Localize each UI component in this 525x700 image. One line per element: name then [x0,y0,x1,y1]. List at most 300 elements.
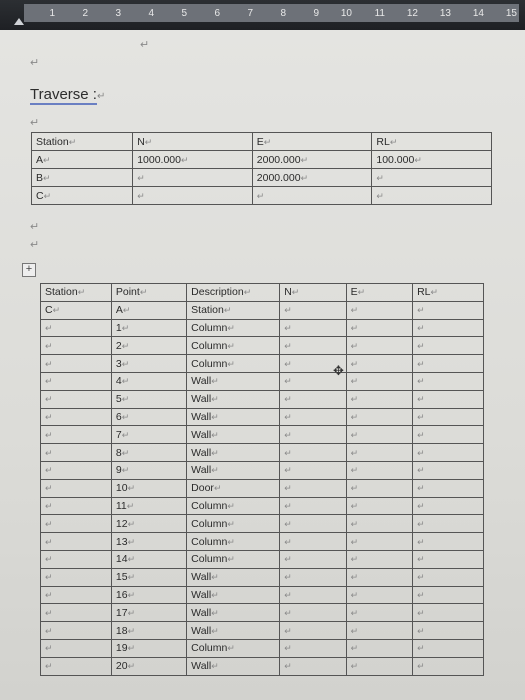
table-cell[interactable] [346,426,412,444]
table-cell[interactable] [346,337,412,355]
cell-end-mark: ↵ [350,322,359,333]
header-cell[interactable] [32,133,133,151]
table-cell-text: 16 [115,588,128,601]
table-cell[interactable] [280,639,346,657]
table-row [41,497,484,515]
table-cell[interactable] [280,622,346,640]
table-cell[interactable] [187,390,280,408]
table-cell[interactable] [280,604,346,622]
table-cell[interactable] [41,319,112,337]
table-cell[interactable] [372,169,492,187]
table-cell[interactable] [280,533,346,551]
table-row [32,151,492,169]
cell-end-mark: ↵ [211,625,219,636]
table-cell-text: 5 [115,393,122,406]
table-cell[interactable] [111,337,186,355]
ruler-number: 8 [280,7,286,19]
table-cell[interactable] [187,461,280,479]
header-cell[interactable] [111,284,186,302]
table-cell-text: 6 [115,410,122,423]
cell-end-mark: ↵ [350,643,359,654]
table-cell[interactable] [413,426,484,444]
table-cell-text: Column [191,499,228,512]
table-row [32,187,492,205]
table-cell[interactable] [346,390,412,408]
table-cell[interactable] [41,372,112,390]
cell-end-mark: ↵ [45,429,53,440]
header-cell-text: N [137,135,145,148]
cell-end-mark: ↵ [284,429,292,440]
table-cell[interactable] [111,550,186,568]
move-icon[interactable]: + [22,263,36,277]
cell-end-mark: ↵ [350,305,359,316]
table-cell[interactable] [187,337,280,355]
table-cell[interactable] [413,586,484,604]
cell-end-mark: ↵ [45,554,53,565]
table-cell[interactable] [111,479,186,497]
table-cell[interactable] [187,479,280,497]
table-cell[interactable] [413,497,484,515]
paragraph-mark: ↵ [30,57,40,69]
table-cell[interactable] [280,390,346,408]
table-cell[interactable] [346,604,412,622]
cell-end-mark: ↵ [45,447,53,458]
table-cell[interactable] [187,533,280,551]
ruler [0,0,525,30]
table-cell[interactable] [413,301,484,319]
cell-end-mark: ↵ [350,554,359,565]
cell-end-mark: ↵ [284,376,292,387]
cell-end-mark: ↵ [430,287,439,298]
table-cell[interactable] [111,515,186,533]
table-cell[interactable] [41,515,112,533]
table-cell[interactable] [111,604,186,622]
table-cell[interactable] [32,151,133,169]
table-cell[interactable] [111,533,186,551]
table-cell[interactable] [280,657,346,675]
table-cell-text: Wall [191,660,212,673]
table-row [41,657,484,675]
table-cell[interactable] [280,586,346,604]
table-cell[interactable] [41,568,112,586]
table-row [41,586,484,604]
cell-end-mark: ↵ [45,358,53,369]
table-cell[interactable] [346,550,412,568]
table-cell[interactable] [280,568,346,586]
table-row [41,479,484,497]
table-cell[interactable] [41,390,112,408]
ruler-number: 2 [82,7,88,19]
document-page[interactable] [0,30,525,700]
table-cell-text: 7 [115,428,122,441]
table-cell[interactable] [111,639,186,657]
cell-end-mark: ↵ [45,394,53,405]
cell-end-mark: ↵ [284,447,292,458]
table-cell[interactable] [111,586,186,604]
cell-end-mark: ↵ [127,483,136,494]
cell-end-mark: ↵ [211,376,219,387]
table-cell[interactable] [280,497,346,515]
cell-end-mark: ↵ [45,536,53,547]
cell-end-mark: ↵ [227,340,235,351]
table-cell[interactable] [252,169,372,187]
cell-end-mark: ↵ [45,340,53,351]
cell-end-mark: ↵ [45,518,53,529]
table-row [41,337,484,355]
table-cell[interactable] [187,372,280,390]
table-cell[interactable] [372,151,492,169]
table-cell[interactable] [280,461,346,479]
header-cell[interactable] [41,284,112,302]
table-cell[interactable] [346,568,412,586]
table-cell-text: Door [191,482,214,495]
cell-end-mark: ↵ [121,429,130,440]
table-cell[interactable] [413,515,484,533]
table-cell-text: Column [191,642,228,655]
cell-end-mark: ↵ [227,358,235,369]
table-cell[interactable] [187,319,280,337]
table-cell[interactable] [187,301,280,319]
table-cell[interactable] [41,355,112,373]
table-cell[interactable] [111,497,186,515]
table-cell-text: 8 [115,446,122,459]
table-cell[interactable] [346,408,412,426]
cell-end-mark: ↵ [417,661,425,672]
table-row [41,515,484,533]
ruler-number: 4 [148,7,154,19]
table-cell[interactable] [413,319,484,337]
table-cell[interactable] [41,408,112,426]
table-cell[interactable] [413,461,484,479]
table-row [41,372,484,390]
table-cell-text: Wall [191,428,212,441]
table-cell[interactable] [413,372,484,390]
ruler-number: 11 [374,7,385,19]
table-cell[interactable] [187,497,280,515]
table-cell[interactable] [252,151,372,169]
header-cell[interactable] [187,284,280,302]
table-row [41,568,484,586]
table-cell[interactable] [187,586,280,604]
table-cell[interactable] [280,444,346,462]
table-cell-text: 15 [115,571,128,584]
cell-end-mark: ↵ [126,500,135,511]
cell-end-mark: ↵ [45,411,53,422]
table-cell[interactable] [41,657,112,675]
header-cell[interactable] [133,133,253,151]
table-cell[interactable] [413,444,484,462]
table-cell[interactable] [413,639,484,657]
table-cell[interactable] [41,586,112,604]
cell-end-mark: ↵ [144,136,153,147]
table-cell[interactable] [133,187,253,205]
table-cell-text: 2000.000 [256,171,301,184]
table-cell[interactable] [187,355,280,373]
table-row [41,639,484,657]
table-row [41,426,484,444]
table-cell[interactable] [41,550,112,568]
table-cell[interactable] [187,426,280,444]
table-cell[interactable] [280,426,346,444]
table-cell[interactable] [111,301,186,319]
cell-end-mark: ↵ [376,172,384,183]
table-cell[interactable] [346,355,412,373]
table-cell-text: B [36,171,44,184]
cell-end-mark: ↵ [350,429,359,440]
cell-end-mark: ↵ [417,358,425,369]
cell-end-mark: ↵ [284,643,292,654]
table-cell[interactable] [41,444,112,462]
table-header-row [32,133,492,151]
cell-end-mark: ↵ [127,518,136,529]
table-cell[interactable] [41,461,112,479]
cell-end-mark: ↵ [127,607,136,618]
cell-end-mark: ↵ [300,172,309,183]
ruler-number: 7 [247,7,253,19]
table-cell-text: Wall [191,446,212,459]
cell-end-mark: ↵ [121,411,130,422]
cell-end-mark: ↵ [227,500,235,511]
table-cell[interactable] [280,550,346,568]
table-row [41,622,484,640]
table-cell[interactable] [346,622,412,640]
cell-end-mark: ↵ [137,190,145,201]
table-cell[interactable] [346,639,412,657]
cell-end-mark: ↵ [227,322,235,333]
cell-end-mark: ↵ [121,465,130,476]
table-cell-text: Wall [191,410,212,423]
cell-end-mark: ↵ [376,190,384,201]
cell-end-mark: ↵ [213,483,222,494]
table-cell[interactable] [413,390,484,408]
table-cell[interactable] [413,479,484,497]
ruler-number: 5 [181,7,187,19]
table-cell[interactable] [346,372,412,390]
cell-end-mark: ↵ [350,661,359,672]
cell-end-mark: ↵ [45,500,53,511]
table-cell-text: C [36,189,44,202]
table-cell[interactable] [187,622,280,640]
cell-end-mark: ↵ [211,589,219,600]
table-cell[interactable] [413,355,484,373]
cell-end-mark: ↵ [284,358,292,369]
table-cell[interactable] [41,479,112,497]
cell-end-mark: ↵ [417,429,425,440]
cell-end-mark: ↵ [45,465,53,476]
table-cell[interactable] [111,372,186,390]
table-cell[interactable] [111,355,186,373]
table-cell[interactable] [187,550,280,568]
table-cell[interactable] [111,444,186,462]
table-row [41,390,484,408]
table-cell[interactable] [187,515,280,533]
table-cell[interactable] [32,187,133,205]
table-cell[interactable] [111,622,186,640]
cell-end-mark: ↵ [417,376,425,387]
table-cell[interactable] [187,639,280,657]
cell-end-mark: ↵ [350,518,359,529]
cell-end-mark: ↵ [417,536,425,547]
cell-end-mark: ↵ [211,465,219,476]
cell-end-mark: ↵ [137,172,145,183]
table-cell[interactable] [413,533,484,551]
header-cell[interactable] [280,284,346,302]
paragraph-mark: ↵ [30,221,40,233]
table-cell[interactable] [187,604,280,622]
table-cell[interactable] [41,426,112,444]
cell-end-mark: ↵ [121,340,130,351]
table-cell[interactable] [133,151,253,169]
table-cell-text: 1 [115,321,122,334]
table-cell[interactable] [280,337,346,355]
table-cell[interactable] [41,301,112,319]
header-cell[interactable] [372,133,492,151]
cell-end-mark: ↵ [227,554,235,565]
table-cell[interactable] [346,319,412,337]
cell-end-mark: ↵ [350,394,359,405]
cell-end-mark: ↵ [122,305,131,316]
table-cell[interactable] [413,408,484,426]
table-cell[interactable] [187,444,280,462]
cell-end-mark: ↵ [227,643,235,654]
table-cell[interactable] [41,604,112,622]
ruler-track[interactable] [24,4,519,22]
table-cell-text: 4 [115,375,122,388]
table-cell[interactable] [41,497,112,515]
table-cell[interactable] [413,657,484,675]
table-cell-text: A [36,153,44,166]
cell-end-mark: ↵ [357,287,366,298]
cell-end-mark: ↵ [45,322,53,333]
paragraph-mark: ↵ [96,91,106,102]
ruler-number: 9 [313,7,319,19]
cell-end-mark: ↵ [350,411,359,422]
cell-end-mark: ↵ [417,394,425,405]
cell-end-mark: ↵ [127,536,136,547]
table-cell[interactable] [280,515,346,533]
cell-end-mark: ↵ [284,322,292,333]
header-cell[interactable] [346,284,412,302]
table-cell-text: 11 [115,499,127,512]
header-cell-text: Point [115,286,140,299]
table-cell[interactable] [111,657,186,675]
table-cell[interactable] [413,550,484,568]
table-cell[interactable] [280,301,346,319]
table-cell[interactable] [413,337,484,355]
table-cell-text: 100.000 [376,153,415,166]
table-cell[interactable] [346,461,412,479]
cell-end-mark: ↵ [223,305,232,316]
cell-end-mark: ↵ [389,136,398,147]
cell-end-mark: ↵ [284,518,292,529]
table-cell[interactable] [41,622,112,640]
table-cell[interactable] [413,622,484,640]
table-cell[interactable] [252,187,372,205]
cell-end-mark: ↵ [284,607,292,618]
cell-end-mark: ↵ [417,447,425,458]
table-row [41,550,484,568]
table-cell[interactable] [111,568,186,586]
table-cell[interactable] [372,187,492,205]
table-cell[interactable] [280,319,346,337]
table-cell[interactable] [413,568,484,586]
cell-end-mark: ↵ [121,394,130,405]
cell-end-mark: ↵ [227,536,235,547]
cell-end-mark: ↵ [211,607,219,618]
table-cell[interactable] [41,337,112,355]
cell-end-mark: ↵ [284,340,292,351]
cell-end-mark: ↵ [417,465,425,476]
cell-end-mark: ↵ [284,661,292,672]
table-cell[interactable] [187,568,280,586]
traverse-table [31,132,492,205]
table-cell[interactable] [111,461,186,479]
cell-end-mark: ↵ [284,572,292,583]
table-cell[interactable] [346,533,412,551]
table-cell[interactable] [413,604,484,622]
header-cell[interactable] [413,284,484,302]
cell-end-mark: ↵ [291,287,300,298]
table-cell[interactable] [111,408,186,426]
cell-end-mark: ↵ [284,483,292,494]
header-cell[interactable] [252,133,372,151]
cell-end-mark: ↵ [211,394,219,405]
table-cell-text: 12 [115,517,128,530]
cell-end-mark: ↵ [45,483,53,494]
table-row [41,533,484,551]
table-cell[interactable] [346,497,412,515]
table-cell[interactable] [133,169,253,187]
table-row [32,169,492,187]
table-cell[interactable] [346,301,412,319]
indent-marker-icon[interactable] [14,18,24,25]
cell-end-mark: ↵ [45,589,53,600]
table-cell[interactable] [111,390,186,408]
table-cell[interactable] [187,408,280,426]
table-cell[interactable] [346,444,412,462]
ruler-number: 10 [340,7,352,19]
table-cell[interactable] [346,479,412,497]
cell-end-mark: ↵ [284,500,292,511]
cell-end-mark: ↵ [43,154,51,165]
cell-end-mark: ↵ [45,661,53,672]
table-cell[interactable] [187,657,280,675]
cell-end-mark: ↵ [243,287,252,298]
table-cell[interactable] [346,657,412,675]
ruler-number: 13 [439,7,451,19]
table-cell[interactable] [41,639,112,657]
table-cell[interactable] [41,533,112,551]
table-cell[interactable] [111,426,186,444]
table-cell-text: 19 [115,642,128,655]
table-cell-text: 20 [115,660,128,673]
table-cell-text: Wall [191,464,212,477]
cell-end-mark: ↵ [180,154,189,165]
cell-end-mark: ↵ [127,554,136,565]
table-cell[interactable] [280,408,346,426]
table-cell-text: Column [191,321,228,334]
cell-end-mark: ↵ [417,340,425,351]
header-cell-text: Station [45,286,78,299]
table-cell[interactable] [32,169,133,187]
table-cell[interactable] [346,586,412,604]
table-cell[interactable] [111,319,186,337]
cell-end-mark: ↵ [127,572,136,583]
table-cell[interactable] [280,479,346,497]
cell-end-mark: ↵ [417,554,425,565]
table-cell[interactable] [346,515,412,533]
table-cell-text: Wall [191,624,212,637]
